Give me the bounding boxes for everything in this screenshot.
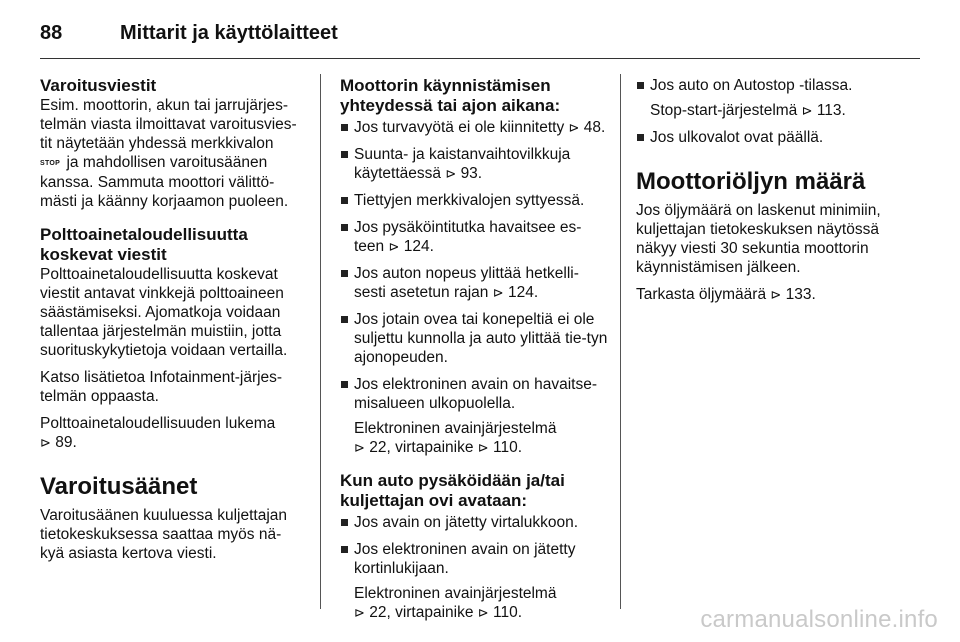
section-heading-warning-messages: Varoitusviestit xyxy=(40,76,157,95)
watermark: carmanualsonline.info xyxy=(700,606,938,633)
page-ref-link[interactable]: 22, virtapainike xyxy=(369,604,474,621)
list-item xyxy=(340,375,608,457)
page-ref-arrow-icon: ⊳ xyxy=(801,103,813,118)
page-ref-link[interactable]: 93. xyxy=(460,165,483,182)
fuel-economy-paragraph-2: Katso lisätietoa Infotainment-järjes-telmän oppaasta. xyxy=(40,369,283,405)
page-ref-arrow-icon: ⊳ xyxy=(492,285,504,300)
list-item-text: Jos jotain ovea tai konepeltiä ei ole suljettu kunnolla ja auto ylittää tie-tyn ajonopeuden. xyxy=(354,311,608,366)
chapter-title: Mittarit ja käyttölaitteet xyxy=(120,22,338,44)
list-item xyxy=(340,310,608,367)
page-ref-link[interactable]: 89. xyxy=(55,434,77,451)
list-item-text: Suunta- ja kaistanvaihtovilkkuja käytettäessä xyxy=(354,146,571,182)
warning-chimes-text: Varoitusäänen kuuluessa kuljettajan tietokeskuksessa saattaa myös nä-kyä asiasta kertova viesti. xyxy=(40,507,288,562)
page-ref-arrow-icon: ⊳ xyxy=(477,605,489,620)
fuel-economy-ref-text: Polttoainetaloudellisuuden lukema xyxy=(40,415,276,432)
page-ref-arrow-icon: ⊳ xyxy=(770,287,782,302)
column-2 xyxy=(340,76,608,630)
list-item-text: Jos auto on Autostop -tilassa. xyxy=(650,77,853,94)
page-ref-arrow-icon: ⊳ xyxy=(388,239,400,254)
list-item xyxy=(340,540,608,622)
page-number: 88 xyxy=(40,22,63,44)
list-item-note xyxy=(650,101,906,120)
list-item-text: Jos elektroninen avain on havaitse-misalueen ulkopuolella. xyxy=(354,376,597,412)
page-ref-link[interactable]: 133. xyxy=(785,286,816,303)
list-item xyxy=(340,191,608,210)
warning-messages-text-a: Esim. moottorin, akun tai jarrujärjes-telmän viasta ilmoittavat varoitusvies-tit näytetään yhdessä merkkivalon xyxy=(40,97,297,152)
page-header xyxy=(40,18,920,59)
page-ref-link[interactable]: 124. xyxy=(507,284,539,301)
list-item-text: Jos avain on jätetty virtalukkoon. xyxy=(354,514,579,531)
list-item xyxy=(340,513,608,532)
list-item-text: Jos ulkovalot ovat päällä. xyxy=(650,129,824,146)
section-heading-engine-oil: Moottoriöljyn määrä xyxy=(636,168,866,195)
page-ref-arrow-icon: ⊳ xyxy=(445,166,457,181)
engine-start-list xyxy=(340,118,608,457)
page-ref-arrow-icon: ⊳ xyxy=(354,440,365,455)
page-ref-arrow-icon: ⊳ xyxy=(477,440,489,455)
list-item xyxy=(636,128,906,147)
continued-list xyxy=(636,76,906,147)
page-ref-link[interactable]: 110. xyxy=(493,604,523,621)
list-item-text: Jos turvavyötä ei ole kiinnitetty xyxy=(354,119,565,136)
list-item xyxy=(636,76,906,120)
page-ref-link[interactable]: 22, virtapainike xyxy=(369,439,474,456)
column-1 xyxy=(40,76,302,571)
column-divider xyxy=(320,74,321,609)
column-divider xyxy=(620,74,621,609)
list-item xyxy=(340,145,608,183)
list-item-text: Jos elektroninen avain on jätetty kortinlukijaan. xyxy=(354,541,576,577)
list-item xyxy=(340,218,608,256)
page-ref-arrow-icon: ⊳ xyxy=(40,435,51,450)
warning-messages-text xyxy=(40,96,302,211)
page-ref-link[interactable]: 113. xyxy=(816,102,846,119)
list-item-note-text: Elektroninen avainjärjestelmä xyxy=(354,585,557,602)
page-ref-link[interactable]: 110. xyxy=(493,439,523,456)
page-ref-arrow-icon: ⊳ xyxy=(568,120,580,135)
page-ref-link[interactable]: 48. xyxy=(583,119,606,136)
engine-oil-paragraph-1: Jos öljymäärä on laskenut minimiin, kuljettajan tietokeskuksen näytössä näkyy viesti 30 sekuntia moottorin käynnistämisen jälkeen. xyxy=(636,202,881,276)
list-item-note-text: Stop-start-järjestelmä xyxy=(650,102,798,119)
section-heading-warning-chimes: Varoitusäänet xyxy=(40,473,198,500)
list-item-text: Jos pysäköintitutka havaitsee es-teen xyxy=(354,219,582,255)
list-item xyxy=(340,264,608,302)
list-item-text: Jos auton nopeus ylittää hetkelli-sesti asetetun rajan xyxy=(354,265,579,301)
column-3 xyxy=(636,76,906,312)
stop-indicator-icon: STOP xyxy=(40,160,61,167)
section-heading-fuel-economy: Polttoainetaloudellisuutta koskevat viestit xyxy=(40,225,248,264)
section-heading-engine-start: Moottorin käynnistämisen yhteydessä tai ajon aikana: xyxy=(340,76,561,115)
page-ref-link[interactable]: 124. xyxy=(403,238,434,255)
list-item-note xyxy=(354,584,608,622)
engine-oil-paragraph-2 xyxy=(636,285,906,304)
engine-oil-ref-text: Tarkasta öljymäärä xyxy=(636,286,767,303)
warning-messages-text-b: ja mahdollisen varoitusäänen kanssa. Sammuta moottori välittö-mästi ja käänny korjaamon puoleen. xyxy=(40,154,289,210)
section-heading-parking: Kun auto pysäköidään ja/tai kuljettajan ovi avataan: xyxy=(340,471,565,510)
list-item-text: Tiettyjen merkkivalojen syttyessä. xyxy=(354,192,585,209)
fuel-economy-paragraph-1: Polttoainetaloudellisuutta koskevat viestit antavat vinkkejä polttoaineen säästämiseksi. Ajomatkoja voidaan tallentaa järjestelmän muistiin, jotta suorituskykytietoja voidaan vertailla. xyxy=(40,266,288,359)
fuel-economy-paragraph-3 xyxy=(40,414,302,452)
parking-list xyxy=(340,513,608,622)
list-item xyxy=(340,118,608,137)
list-item-note-text: Elektroninen avainjärjestelmä xyxy=(354,420,557,437)
page-ref-arrow-icon: ⊳ xyxy=(354,605,365,620)
list-item-note xyxy=(354,419,608,457)
